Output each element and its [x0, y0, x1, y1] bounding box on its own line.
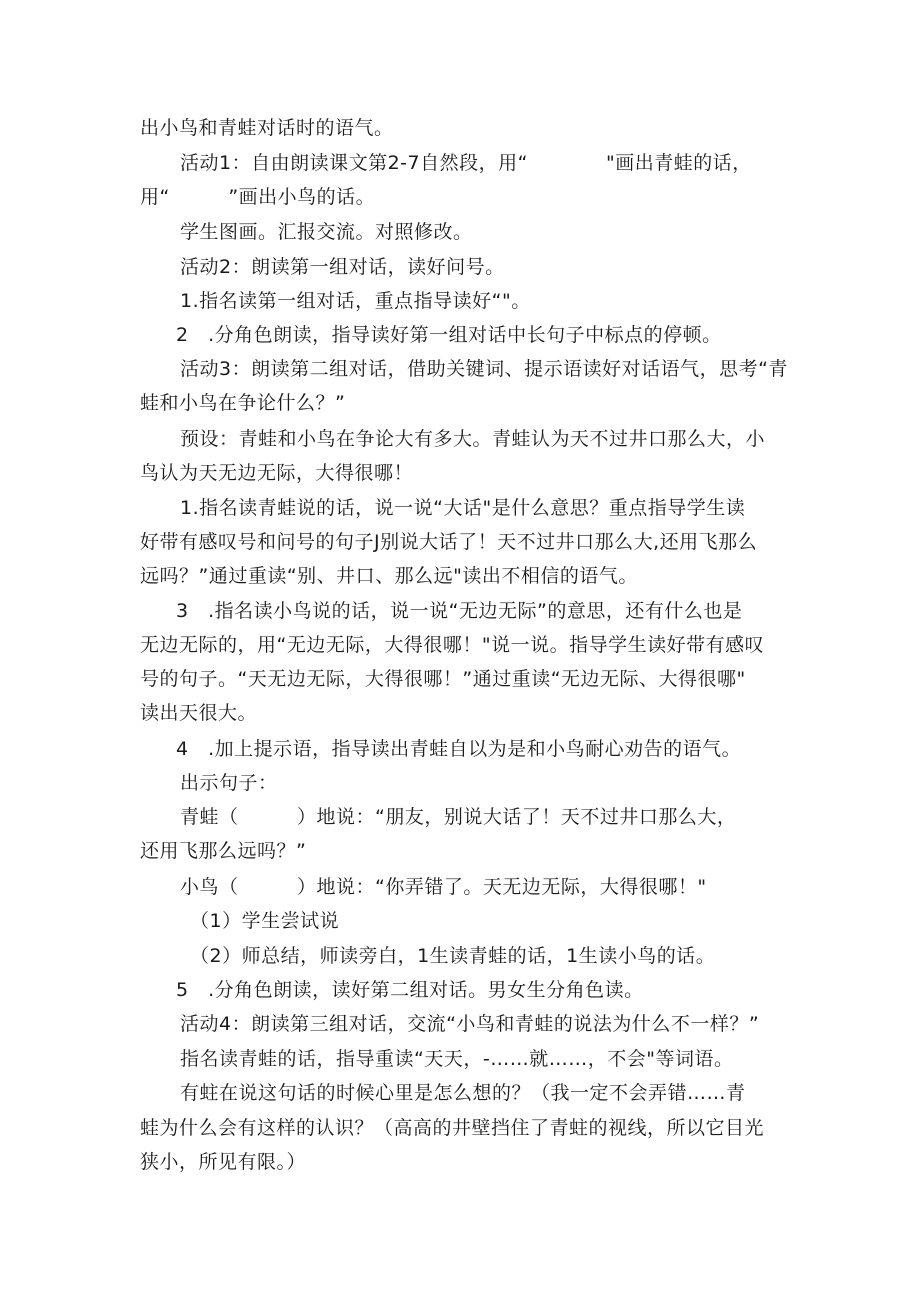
text-line: 指名读青蛙的话，指导重读“天天，-……就……，不会"等词语。: [180, 1048, 734, 1070]
text-line: 无边无际的，用“无边无际，大得很哪！"说一说。指导学生读好带有感叹: [140, 634, 765, 656]
text-line: 4 .加上提示语，指导读出青蛙自以为是和小鸟耐心劝告的语气。: [176, 738, 742, 760]
text-line: （2）师总结，师读旁白，1生读青蛙的话，1生读小鸟的话。: [190, 945, 716, 967]
text-line: 狭小，所见有限。）: [140, 1151, 307, 1173]
text-line: 活动2：朗读第一组对话，读好问号。: [180, 256, 505, 278]
text-line: 预设：青蛙和小鸟在争论大有多大。青蛙认为天不过井口那么大，小: [180, 428, 766, 450]
text-line: 蛙为什么会有这样的认识？（高高的井壁挡住了青蛀的视线，所以它目光: [140, 1117, 765, 1139]
text-line: 2 .分角色朗读，指导读好第一组对话中长句子中标点的停顿。: [176, 324, 722, 346]
text-line: 小鸟（ ）地说：“你弄错了。天无边无际，大得很哪！": [180, 876, 707, 898]
text-line: 号的句子。“天无边无际，大得很哪！”通过重读“无边无际、大得很哪": [140, 668, 746, 690]
text-line: 远吗？”通过重读“别、井口、那么远"读出不相信的语气。: [140, 565, 638, 587]
text-line: 活动3：朗读第二组对话，借助关键词、提示语读好对话语气，思考“青: [180, 358, 788, 380]
text-line: 1.指名读青蛙说的话，说一说“大话"是什么意思？重点指导学生读: [180, 497, 746, 519]
text-line: 蛙和小鸟在争论什么？”: [140, 392, 346, 414]
text-line: 3 .指名读小鸟说的话，说一说“无边无际”的意思，还有什么也是: [176, 600, 743, 622]
text-line: 学生图画。汇报交流。对照修改。: [180, 221, 473, 243]
text-line: 还用飞那么远吗？”: [140, 840, 307, 862]
text-line: 5 .分角色朗读，读好第二组对话。男女生分角色读。: [176, 979, 644, 1001]
text-line: 鸟认为天无边无际，大得很哪！: [140, 462, 414, 484]
text-line: （1）学生尝试说: [190, 910, 340, 932]
text-line: 出示句子：: [180, 772, 278, 794]
text-line: 读出天很大。: [140, 702, 258, 724]
text-line: 1.指名读第一组对话，重点指导读好“"。: [180, 290, 531, 312]
text-line: 出小鸟和青蛙对话时的语气。: [140, 117, 394, 139]
text-line: 好带有感叹号和问号的句子J别说大话了！天不过井口那么大,还用飞那么: [140, 531, 758, 553]
text-line: 活动1：自由朗读课文第2-7自然段，用“ "画出青蛙的话，: [180, 152, 752, 174]
text-line: 用“ ”画出小鸟的话。: [140, 186, 376, 208]
text-line: 活动4：朗读第三组对话，交流“小鸟和青蛙的说法为什么不一样？”: [180, 1013, 760, 1035]
text-line: 有蛀在说这句话的时候心里是怎么想的？（我一定不会弄错……青: [180, 1082, 746, 1104]
text-line: 青蛙（ ）地说：“朋友，别说大话了！天不过井口那么大，: [180, 806, 737, 828]
